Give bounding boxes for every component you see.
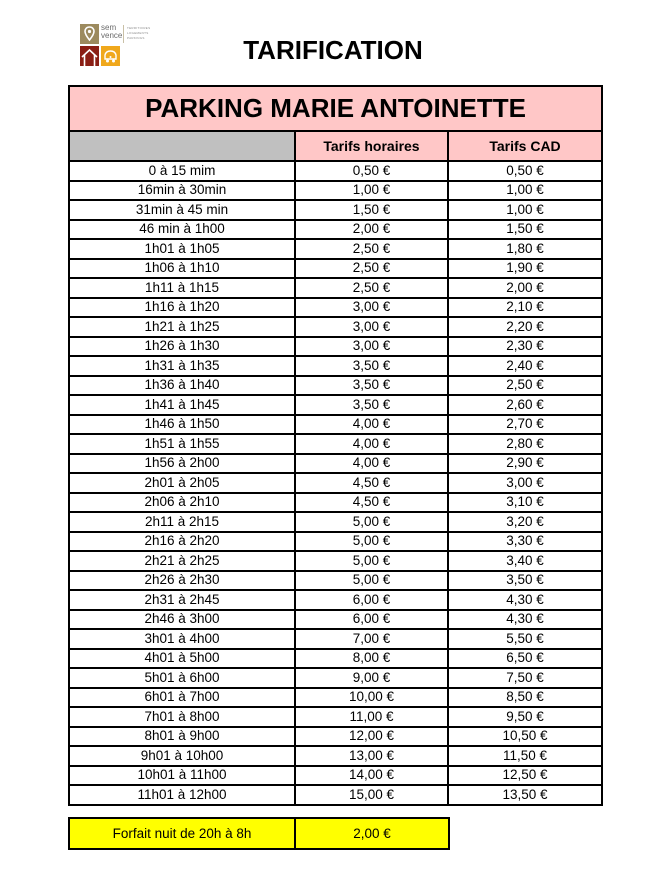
duration-cell: 7h01 à 8h00 bbox=[69, 707, 295, 727]
cad-rate-cell: 3,50 € bbox=[448, 571, 602, 591]
night-flat-rate-price: 2,00 € bbox=[295, 818, 449, 849]
cad-rate-cell: 7,50 € bbox=[448, 668, 602, 688]
table-row bbox=[69, 239, 602, 259]
hourly-rate-cell: 5,00 € bbox=[295, 551, 448, 571]
table-row bbox=[69, 590, 602, 610]
table-row bbox=[69, 629, 602, 649]
duration-cell: 1h01 à 1h05 bbox=[69, 239, 295, 259]
duration-cell: 1h26 à 1h30 bbox=[69, 337, 295, 357]
cad-rate-cell: 2,20 € bbox=[448, 317, 602, 337]
duration-cell: 5h01 à 6h00 bbox=[69, 668, 295, 688]
duration-cell: 46 min à 1h00 bbox=[69, 220, 295, 240]
hourly-rate-cell: 4,00 € bbox=[295, 415, 448, 435]
duration-cell: 2h46 à 3h00 bbox=[69, 610, 295, 630]
hourly-rate-cell: 2,50 € bbox=[295, 259, 448, 279]
table-row bbox=[69, 571, 602, 591]
header-duration bbox=[69, 131, 295, 161]
hourly-rate-cell: 3,00 € bbox=[295, 317, 448, 337]
cad-rate-cell: 3,20 € bbox=[448, 512, 602, 532]
duration-cell: 11h01 à 12h00 bbox=[69, 785, 295, 805]
tariff-table bbox=[68, 85, 603, 806]
header-cad-rates: Tarifs CAD bbox=[448, 131, 602, 161]
duration-cell: 1h56 à 2h00 bbox=[69, 454, 295, 474]
hourly-rate-cell: 6,00 € bbox=[295, 610, 448, 630]
hourly-rate-cell: 2,50 € bbox=[295, 278, 448, 298]
cad-rate-cell: 2,90 € bbox=[448, 454, 602, 474]
table-row bbox=[69, 610, 602, 630]
night-flat-rate-row bbox=[69, 818, 449, 849]
duration-cell: 1h46 à 1h50 bbox=[69, 415, 295, 435]
table-row bbox=[69, 356, 602, 376]
logo-tagline-line: TERRITOIRES bbox=[127, 26, 151, 30]
cad-rate-cell: 2,00 € bbox=[448, 278, 602, 298]
table-row bbox=[69, 746, 602, 766]
hourly-rate-cell: 4,50 € bbox=[295, 473, 448, 493]
duration-cell: 6h01 à 7h00 bbox=[69, 688, 295, 708]
table-row bbox=[69, 259, 602, 279]
hourly-rate-cell: 14,00 € bbox=[295, 766, 448, 786]
cad-rate-cell: 3,30 € bbox=[448, 532, 602, 552]
table-row bbox=[69, 766, 602, 786]
hourly-rate-cell: 6,00 € bbox=[295, 590, 448, 610]
hourly-rate-cell: 3,50 € bbox=[295, 356, 448, 376]
table-row bbox=[69, 532, 602, 552]
duration-cell: 16min à 30min bbox=[69, 181, 295, 201]
hourly-rate-cell: 4,00 € bbox=[295, 434, 448, 454]
table-title-row bbox=[69, 86, 602, 131]
duration-cell: 1h36 à 1h40 bbox=[69, 376, 295, 396]
cad-rate-cell: 4,30 € bbox=[448, 610, 602, 630]
hourly-rate-cell: 4,50 € bbox=[295, 493, 448, 513]
cad-rate-cell: 2,60 € bbox=[448, 395, 602, 415]
cad-rate-cell: 1,90 € bbox=[448, 259, 602, 279]
hourly-rate-cell: 5,00 € bbox=[295, 532, 448, 552]
table-row bbox=[69, 688, 602, 708]
table-header-row bbox=[69, 131, 602, 161]
hourly-rate-cell: 5,00 € bbox=[295, 512, 448, 532]
table-row bbox=[69, 551, 602, 571]
hourly-rate-cell: 1,00 € bbox=[295, 181, 448, 201]
hourly-rate-cell: 3,00 € bbox=[295, 337, 448, 357]
duration-cell: 9h01 à 10h00 bbox=[69, 746, 295, 766]
cad-rate-cell: 2,30 € bbox=[448, 337, 602, 357]
hourly-rate-cell: 3,50 € bbox=[295, 376, 448, 396]
table-row bbox=[69, 512, 602, 532]
hourly-rate-cell: 3,50 € bbox=[295, 395, 448, 415]
cad-rate-cell: 3,00 € bbox=[448, 473, 602, 493]
cad-rate-cell: 9,50 € bbox=[448, 707, 602, 727]
table-row bbox=[69, 161, 602, 181]
duration-cell: 2h16 à 2h20 bbox=[69, 532, 295, 552]
cad-rate-cell: 4,30 € bbox=[448, 590, 602, 610]
cad-rate-cell: 13,50 € bbox=[448, 785, 602, 805]
cad-rate-cell: 5,50 € bbox=[448, 629, 602, 649]
cad-rate-cell: 10,50 € bbox=[448, 727, 602, 747]
table-row bbox=[69, 668, 602, 688]
table-row bbox=[69, 707, 602, 727]
table-row bbox=[69, 278, 602, 298]
cad-rate-cell: 11,50 € bbox=[448, 746, 602, 766]
cad-rate-cell: 12,50 € bbox=[448, 766, 602, 786]
cad-rate-cell: 2,40 € bbox=[448, 356, 602, 376]
table-row bbox=[69, 493, 602, 513]
cad-rate-cell: 3,40 € bbox=[448, 551, 602, 571]
duration-cell: 1h06 à 1h10 bbox=[69, 259, 295, 279]
cad-rate-cell: 2,70 € bbox=[448, 415, 602, 435]
hourly-rate-cell: 15,00 € bbox=[295, 785, 448, 805]
hourly-rate-cell: 4,00 € bbox=[295, 454, 448, 474]
cad-rate-cell: 2,10 € bbox=[448, 298, 602, 318]
hourly-rate-cell: 2,00 € bbox=[295, 220, 448, 240]
hourly-rate-cell: 9,00 € bbox=[295, 668, 448, 688]
duration-cell: 2h01 à 2h05 bbox=[69, 473, 295, 493]
table-row bbox=[69, 317, 602, 337]
cad-rate-cell: 6,50 € bbox=[448, 649, 602, 669]
header-hourly-rates: Tarifs horaires bbox=[295, 131, 448, 161]
duration-cell: 2h06 à 2h10 bbox=[69, 493, 295, 513]
table-row bbox=[69, 395, 602, 415]
table-row bbox=[69, 298, 602, 318]
cad-rate-cell: 3,10 € bbox=[448, 493, 602, 513]
logo-brand-line2: vence bbox=[101, 31, 123, 40]
duration-cell: 31min à 45 min bbox=[69, 200, 295, 220]
cad-rate-cell: 2,80 € bbox=[448, 434, 602, 454]
duration-cell: 8h01 à 9h00 bbox=[69, 727, 295, 747]
hourly-rate-cell: 2,50 € bbox=[295, 239, 448, 259]
table-row bbox=[69, 473, 602, 493]
cad-rate-cell: 8,50 € bbox=[448, 688, 602, 708]
duration-cell: 10h01 à 11h00 bbox=[69, 766, 295, 786]
table-row bbox=[69, 785, 602, 805]
table-row bbox=[69, 200, 602, 220]
hourly-rate-cell: 8,00 € bbox=[295, 649, 448, 669]
duration-cell: 0 à 15 mim bbox=[69, 161, 295, 181]
hourly-rate-cell: 12,00 € bbox=[295, 727, 448, 747]
duration-cell: 1h31 à 1h35 bbox=[69, 356, 295, 376]
parking-name: PARKING MARIE ANTOINETTE bbox=[69, 86, 602, 131]
table-row bbox=[69, 220, 602, 240]
cad-rate-cell: 1,50 € bbox=[448, 220, 602, 240]
logo-tagline-line: LOGEMENTS bbox=[127, 31, 149, 35]
table-row bbox=[69, 434, 602, 454]
hourly-rate-cell: 7,00 € bbox=[295, 629, 448, 649]
hourly-rate-cell: 5,00 € bbox=[295, 571, 448, 591]
duration-cell: 1h51 à 1h55 bbox=[69, 434, 295, 454]
hourly-rate-cell: 13,00 € bbox=[295, 746, 448, 766]
duration-cell: 2h26 à 2h30 bbox=[69, 571, 295, 591]
logo-brand-line1: sem bbox=[101, 23, 117, 32]
hourly-rate-cell: 10,00 € bbox=[295, 688, 448, 708]
cad-rate-cell: 1,00 € bbox=[448, 200, 602, 220]
table-row bbox=[69, 727, 602, 747]
document-title: TARIFICATION bbox=[243, 35, 423, 65]
table-row bbox=[69, 454, 602, 474]
duration-cell: 1h21 à 1h25 bbox=[69, 317, 295, 337]
table-row bbox=[69, 376, 602, 396]
hourly-rate-cell: 0,50 € bbox=[295, 161, 448, 181]
cad-rate-cell: 1,80 € bbox=[448, 239, 602, 259]
night-flat-rate-label: Forfait nuit de 20h à 8h bbox=[69, 818, 295, 849]
table-row bbox=[69, 181, 602, 201]
table-row bbox=[69, 337, 602, 357]
duration-cell: 1h11 à 1h15 bbox=[69, 278, 295, 298]
cad-rate-cell: 1,00 € bbox=[448, 181, 602, 201]
table-row bbox=[69, 415, 602, 435]
duration-cell: 3h01 à 4h00 bbox=[69, 629, 295, 649]
duration-cell: 4h01 à 5h00 bbox=[69, 649, 295, 669]
cad-rate-cell: 0,50 € bbox=[448, 161, 602, 181]
hourly-rate-cell: 11,00 € bbox=[295, 707, 448, 727]
duration-cell: 1h41 à 1h45 bbox=[69, 395, 295, 415]
cad-rate-cell: 2,50 € bbox=[448, 376, 602, 396]
duration-cell: 1h16 à 1h20 bbox=[69, 298, 295, 318]
table-row bbox=[69, 649, 602, 669]
duration-cell: 2h31 à 2h45 bbox=[69, 590, 295, 610]
hourly-rate-cell: 1,50 € bbox=[295, 200, 448, 220]
hourly-rate-cell: 3,00 € bbox=[295, 298, 448, 318]
duration-cell: 2h11 à 2h15 bbox=[69, 512, 295, 532]
logo-tagline-line: PARKINGS bbox=[127, 36, 145, 40]
night-flat-rate bbox=[68, 817, 450, 850]
duration-cell: 2h21 à 2h25 bbox=[69, 551, 295, 571]
